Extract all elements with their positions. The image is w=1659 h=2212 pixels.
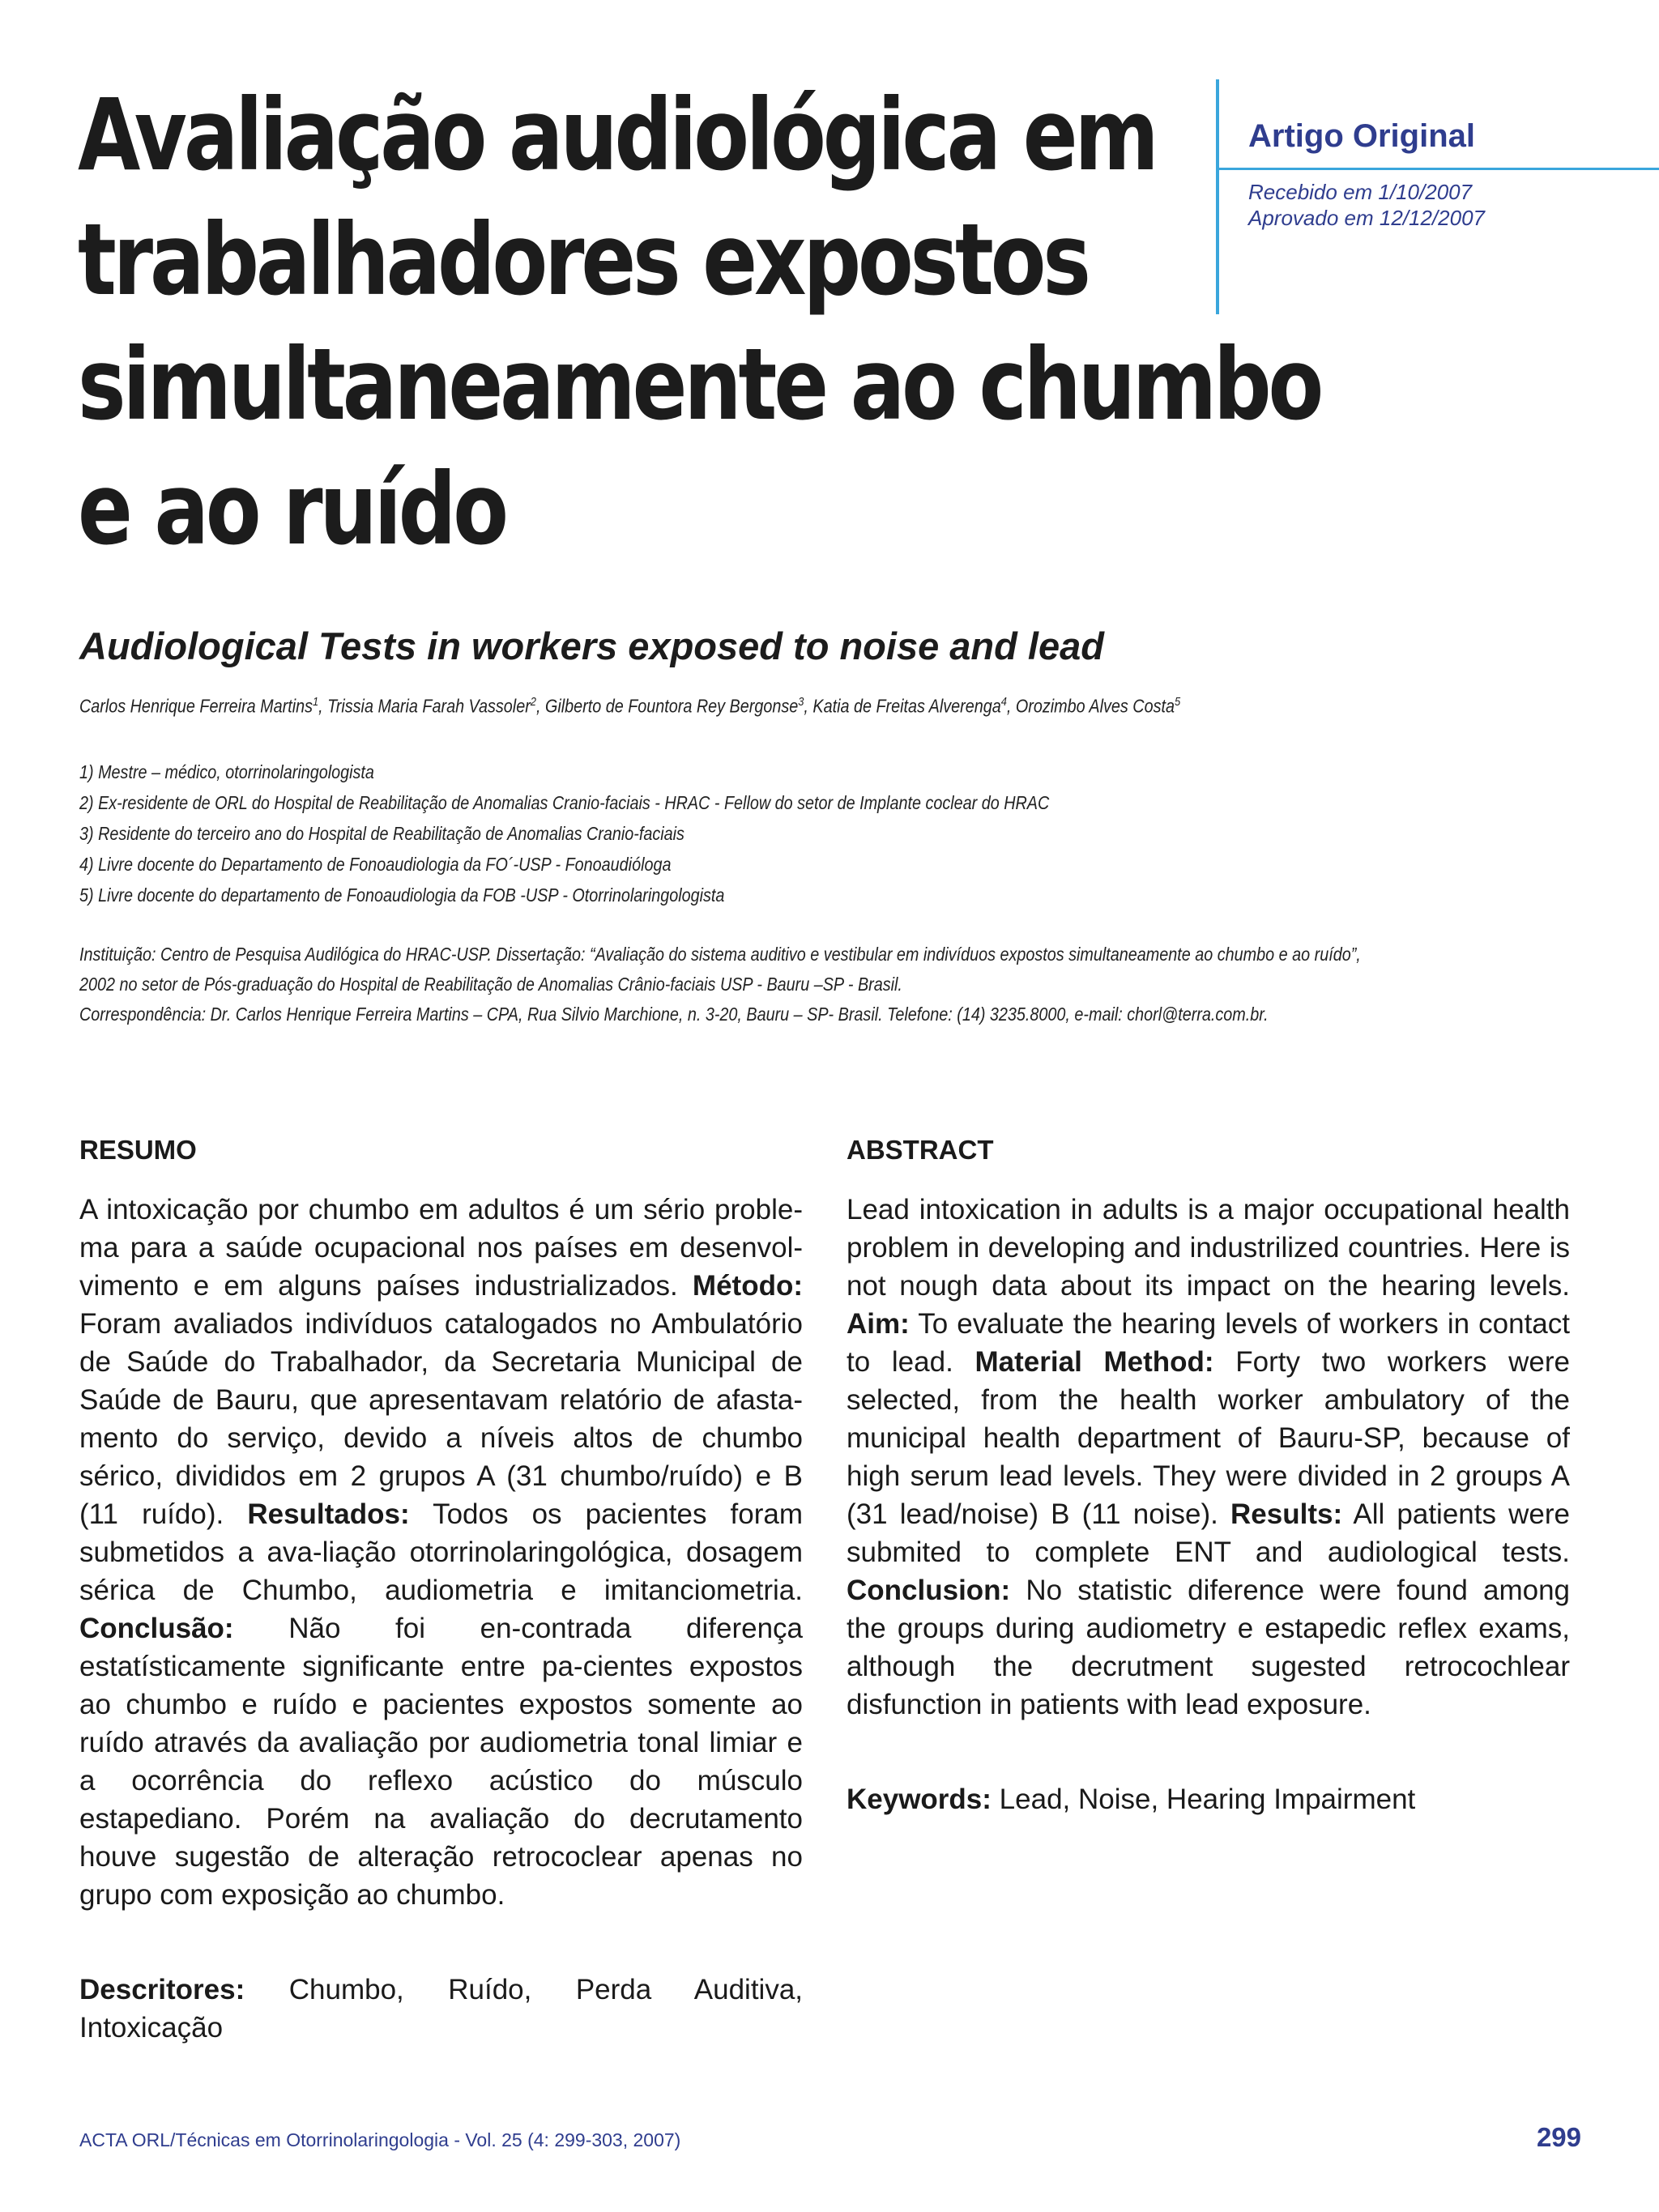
article-info-box [1216,79,1624,314]
resumo-results-label: Resultados: [247,1498,410,1530]
approved-date: Aprovado em 12/12/2007 [1248,206,1485,230]
article-title [78,73,1321,572]
abstract-section [847,1132,1570,1818]
affiliation-list [79,757,1473,910]
affiliation-item: 4) Livre docente do Departamento de Fonoaudiologia da FO´-USP - Fonoaudióloga [79,854,672,875]
affiliation-item: 2) Ex-residente de ORL do Hospital de Reabilitação de Anomalias Cranio-faciais - HRAC - Fellow do setor de Implante coclear do HRAC [79,792,1050,813]
author-ref: 1 [313,695,319,709]
abstract-aim-label: Aim: [847,1308,910,1340]
resumo-intro: A intoxicação por chumbo em adultos é um sério proble-ma para a saúde ocupacional nos países em desenvol-vimento e em alguns países industrializados. [79,1194,803,1302]
title-line: e ao ruído [78,452,505,567]
abstract-method-label: Material Method: [975,1346,1214,1378]
abstract-results: All patients were submited to complete ENT and audiological tests. [847,1498,1571,1568]
page-number: 299 [1536,2122,1581,2152]
author-ref: 3 [798,695,804,709]
received-date: Recebido em 1/10/2007 [1248,180,1473,204]
affiliation-item: 5) Livre docente do departamento de Fonoaudiologia da FOB -USP - Otorrinolaringologista [79,884,725,906]
abstract-method: Forty two workers were selected, from the health worker ambulatory of the municipal health department of Bauru-SP, because of high serum lead levels. They were divided in 2 groups A (31 lead/noise) B (11 noise). [847,1346,1570,1530]
abstract-aim: To evaluate the hearing levels of workers in contact to lead. [847,1308,1570,1378]
abstract-conclusion: No statistic diference were found among the groups during audiometry e estapedic reflex exams, although the decrutment sugested retrocochlear disfunction in patients with lead exposure. [847,1575,1570,1720]
resumo-method-label: Método: [692,1270,803,1302]
keywords [847,1780,1570,1818]
author-name: Carlos Henrique Ferreira Martins [79,695,313,717]
keywords-value: Lead, Noise, Hearing Impairment [999,1784,1416,1815]
descriptors-label: Descritores: [79,1974,245,2005]
author-name: Katia de Freitas Alverenga [812,695,1001,717]
journal-citation: ACTA ORL/Técnicas em Otorrinolaringologia - Vol. 25 (4: 299-303, 2007) [79,2129,681,2150]
author-name: Gilberto de Fountora Rey Bergonse [544,695,799,717]
institution-note [79,940,1612,1029]
descriptors-value: Chumbo, Ruído, Perda Auditiva, Intoxicação [79,1974,804,2044]
resumo-method: Foram avaliados indivíduos catalogados no Ambulatório de Saúde do Trabalhador, da Secretaria Municipal de Saúde de Bauru, que apresentavam relatório de afasta-mento do serviço, devido a níveis altos de chumbo sérico, divididos em 2 grupos A (31 chumbo/ruído) e B (11 ruído). [79,1308,803,1530]
keywords-label: Keywords: [847,1784,992,1815]
institution-line: 2002 no setor de Pós-graduação do Hospital de Reabilitação de Anomalias Crânio-faciais USP - Bauru –SP - Brasil. [79,974,902,995]
descriptors [79,1971,803,2047]
abstract-intro: Lead intoxication in adults is a major occupational health problem in developing and industrilized countries. Here is not nough data about its impact on the hearing levels. [847,1194,1570,1302]
institution-line: Instituição: Centro de Pesquisa Audilógica do HRAC-USP. Dissertação: “Avaliação do sistema auditivo e vestibular em indivíduos expostos simultaneamente ao chumbo e ao ruído”, [79,944,1361,965]
author-ref: 4 [1000,695,1007,709]
abstract-conclusion-label: Conclusion: [847,1575,1011,1606]
english-title: Audiological Tests in workers exposed to noise and lead [79,624,1104,667]
title-line: trabalhadores expostos [78,202,1088,318]
author-ref: 2 [530,695,536,709]
affiliation-item: 3) Residente do terceiro ano do Hospital de Reabilitação de Anomalias Cranio-faciais [79,823,684,844]
divider [1219,168,1659,170]
resumo-section [79,1132,803,2047]
affiliation-item: 1) Mestre – médico, otorrinolaringologista [79,761,374,782]
abstract-body [847,1191,1570,1724]
abstract-heading: ABSTRACT [847,1135,994,1165]
resumo-heading: RESUMO [79,1135,197,1165]
author-list: Carlos Henrique Ferreira Martins$^1$, Trissia Maria Farah Vassoler$^2$, Gilberto de Fountora Rey Bergonse$^3$, Katia de Freitas Alverenga$^4$, Orozimbo Alves Costa$^5$ [79,695,1181,717]
title-line: Avaliação audiológica em [78,78,1156,193]
resumo-conclusion: Não foi en-contrada diferença estatísticamente significante entre pa-cientes expostos ao chumbo e ruído e pacientes expostos somente ao ruído através da avaliação por audiometria tonal limiar e a ocorrência do reflexo acústico do músculo estapediano. Porém na avaliação do decrutamento houve sugestão de alteração retrococlear apenas no grupo com exposição ao chumbo. [79,1613,803,1911]
author-name: Orozimbo Alves Costa [1015,695,1175,717]
resumo-conclusion-label: Conclusão: [79,1613,234,1644]
correspondence-line: Correspondência: Dr. Carlos Henrique Ferreira Martins – CPA, Rua Silvio Marchione, n. 3-20, Bauru – SP- Brasil. Telefone: (14) 3235.8000, e-mail: chorl@terra.com.br. [79,1004,1269,1025]
title-line: simultaneamente ao chumbo [78,327,1321,442]
abstract-results-label: Results: [1230,1498,1343,1530]
resumo-results: Todos os pacientes foram submetidos a ava-liação otorrinolaringológica, dosagem sérica de Chumbo, audiometria e imitanciometria. [79,1498,803,1606]
article-type: Artigo Original [1248,118,1475,154]
resumo-body [79,1191,803,1914]
author-name: Trissia Maria Farah Vassoler [327,695,531,717]
author-ref: 5 [1174,695,1181,709]
